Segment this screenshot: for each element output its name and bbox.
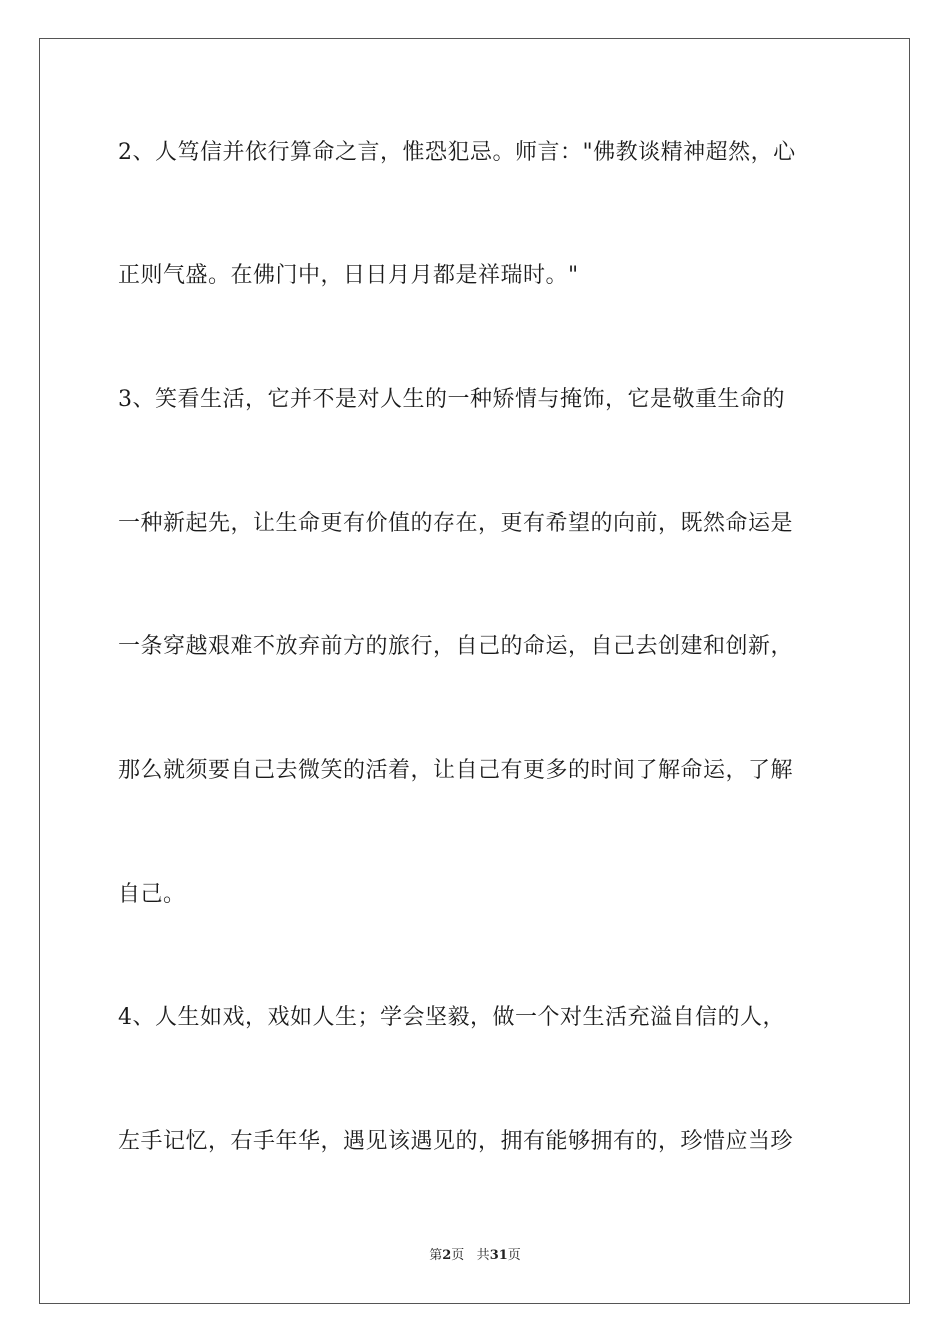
text-line-9: 左手记忆，右手年华，遇见该遇见的，拥有能够拥有的，珍惜应当珍 — [118, 1129, 794, 1154]
page-border — [39, 38, 910, 1304]
page-suffix: 页 — [451, 1248, 465, 1263]
text-line-6: 那么就须要自己去微笑的活着，让自己有更多的时间了解命运，了解 — [118, 758, 794, 783]
total-pages: 31 — [489, 1248, 508, 1263]
page-footer — [0, 1247, 950, 1265]
page-prefix: 第 — [429, 1248, 443, 1263]
text-line-7: 自己。 — [118, 882, 186, 907]
total-prefix: 共 — [476, 1248, 490, 1263]
text-line-3: 3、笑看生活，它并不是对人生的一种矫情与掩饰，它是敬重生命的 — [118, 387, 785, 412]
page-number: 2 — [442, 1248, 452, 1263]
total-suffix: 页 — [507, 1248, 521, 1263]
text-line-5: 一条穿越艰难不放弃前方的旅行，自己的命运，自己去创建和创新， — [118, 634, 794, 659]
text-line-4: 一种新起先，让生命更有价值的存在，更有希望的向前，既然命运是 — [118, 511, 794, 536]
text-line-2: 正则气盛。在佛门中，日日月月都是祥瑞时。" — [118, 263, 579, 288]
text-line-8: 4、人生如戏，戏如人生；学会坚毅，做一个对生活充溢自信的人， — [118, 1005, 785, 1030]
text-line-1: 2、人笃信并依行算命之言，惟恐犯忌。师言："佛教谈精神超然，心 — [118, 140, 796, 165]
